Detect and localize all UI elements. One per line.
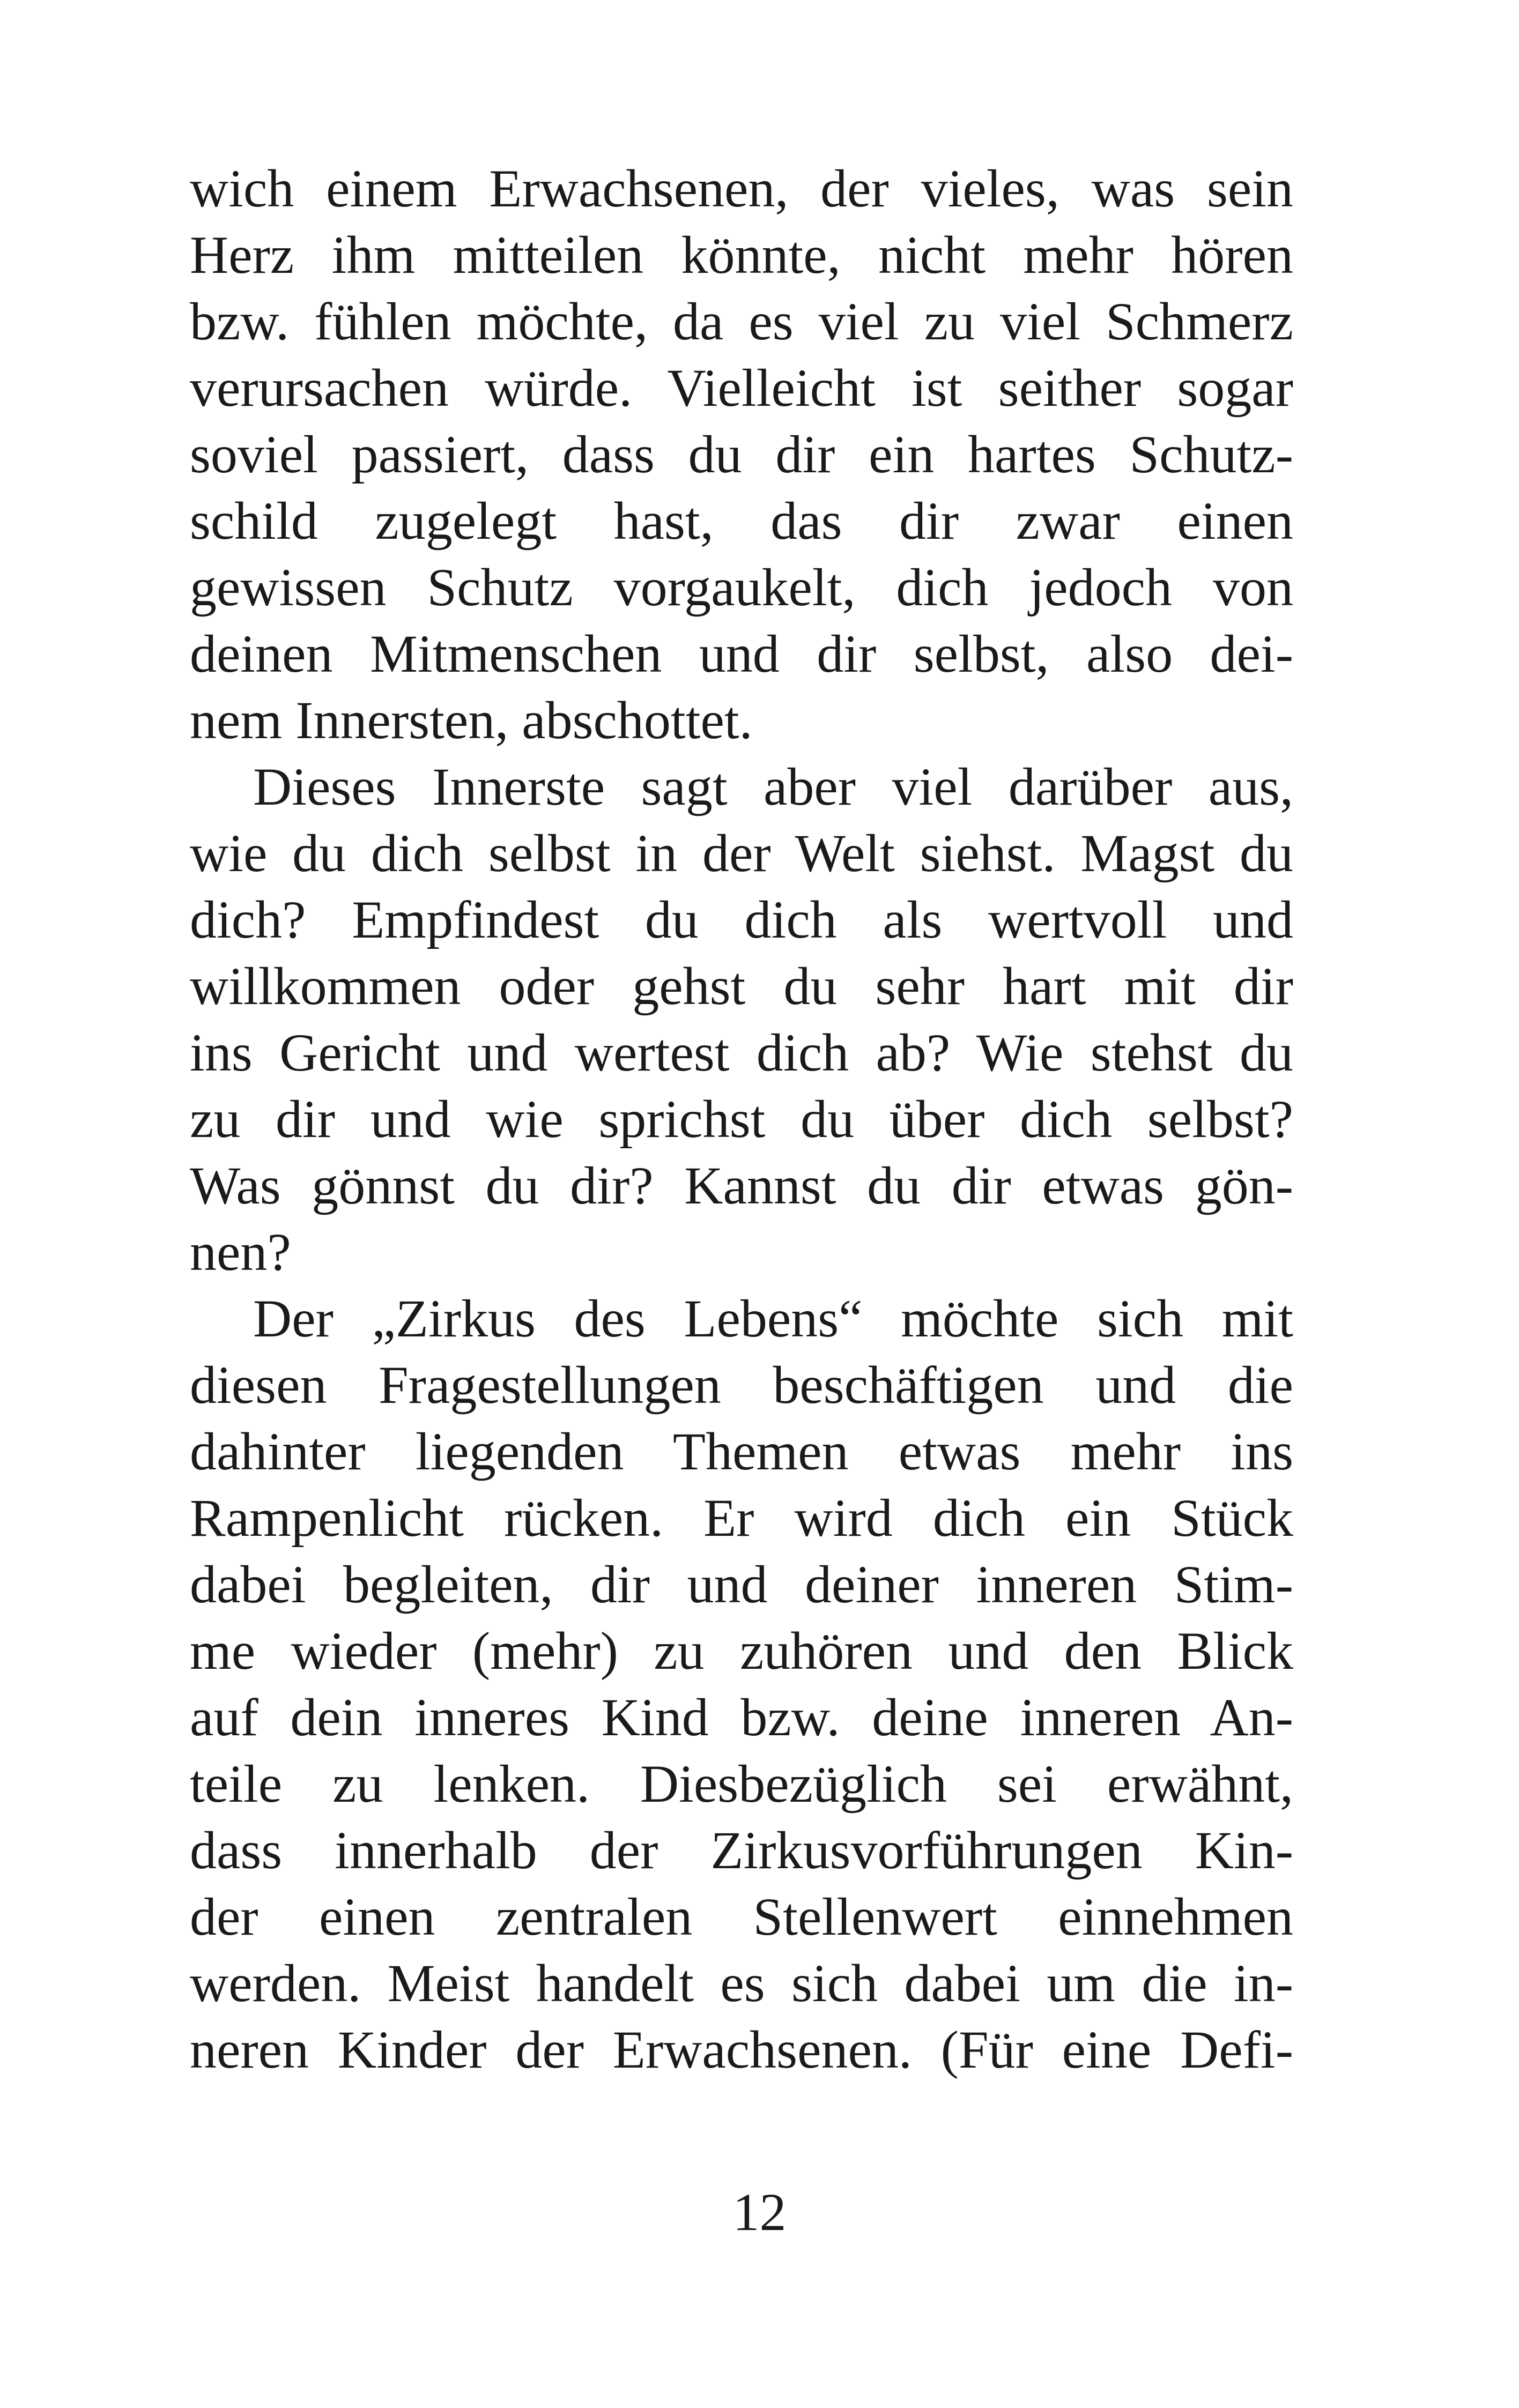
text-line: Rampenlicht rücken. Er wird dich ein Stück bbox=[190, 1488, 1293, 1548]
text-line: Der „Zirkus des Lebens“ möchte sich mit bbox=[253, 1289, 1293, 1348]
text-line: dass innerhalb der Zirkusvorführungen Kin- bbox=[190, 1820, 1293, 1880]
text-line: Herz ihm mitteilen könnte, nicht mehr hören bbox=[190, 225, 1293, 285]
text-line: dahinter liegenden Themen etwas mehr ins bbox=[190, 1422, 1293, 1481]
text-line: gewissen Schutz vorgaukelt, dich jedoch von bbox=[190, 558, 1293, 617]
text-line: Was gönnst du dir? Kannst du dir etwas gön- bbox=[190, 1156, 1293, 1215]
text-line: diesen Fragestellungen beschäftigen und die bbox=[190, 1355, 1293, 1415]
text-line: willkommen oder gehst du sehr hart mit dir bbox=[190, 956, 1293, 1016]
text-line: nen? bbox=[190, 1222, 291, 1282]
text-line: wie du dich selbst in der Welt siehst. Magst du bbox=[190, 823, 1293, 883]
text-line: nem Innersten, abschottet. bbox=[190, 690, 753, 750]
text-line: ins Gericht und wertest dich ab? Wie stehst du bbox=[190, 1023, 1293, 1082]
text-line: verursachen würde. Vielleicht ist seither sogar bbox=[190, 358, 1293, 418]
text-line: deinen Mitmenschen und dir selbst, also dei- bbox=[190, 624, 1293, 683]
text-line: me wieder (mehr) zu zuhören und den Blick bbox=[190, 1621, 1293, 1681]
text-line: der einen zentralen Stellenwert einnehmen bbox=[190, 1887, 1293, 1946]
text-line: bzw. fühlen möchte, da es viel zu viel Schmerz bbox=[190, 292, 1293, 351]
body-text bbox=[190, 155, 1293, 2083]
text-line: zu dir und wie sprichst du über dich selbst? bbox=[190, 1089, 1293, 1149]
text-line: soviel passiert, dass du dir ein hartes Schutz- bbox=[190, 425, 1293, 484]
text-line: auf dein inneres Kind bzw. deine inneren An- bbox=[190, 1688, 1293, 1747]
text-line: werden. Meist handelt es sich dabei um die in- bbox=[190, 1953, 1293, 2013]
text-line: neren Kinder der Erwachsenen. (Für eine Defi- bbox=[190, 2020, 1293, 2079]
text-line: wich einem Erwachsenen, der vieles, was sein bbox=[190, 159, 1293, 218]
text-line: schild zugelegt hast, das dir zwar einen bbox=[190, 491, 1293, 551]
text-line: dich? Empfindest du dich als wertvoll und bbox=[190, 890, 1293, 949]
page-number: 12 bbox=[732, 2182, 787, 2242]
text-line: teile zu lenken. Diesbezüglich sei erwähnt, bbox=[190, 1754, 1293, 1814]
text-line: Dieses Innerste sagt aber viel darüber aus, bbox=[253, 757, 1293, 816]
text-line: dabei begleiten, dir und deiner inneren Stim- bbox=[190, 1555, 1293, 1614]
